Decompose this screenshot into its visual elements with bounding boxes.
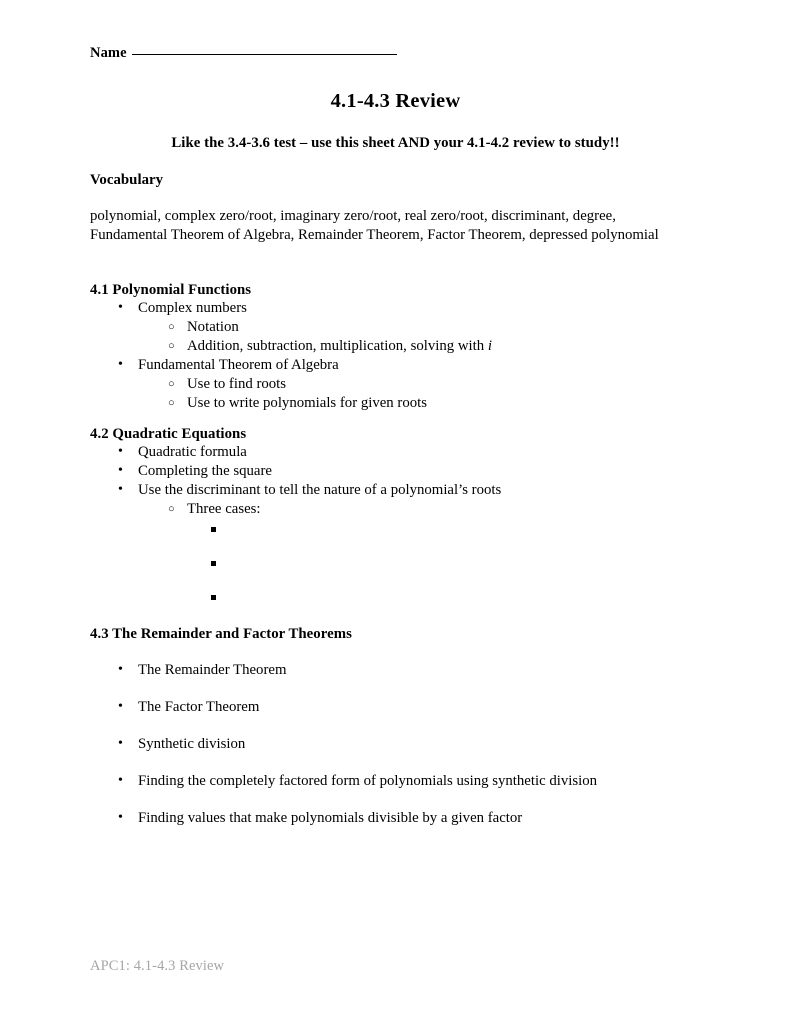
list-item [90, 337, 710, 356]
section-43-bullets [90, 661, 730, 828]
vocabulary-terms [90, 207, 715, 245]
list-item [90, 356, 710, 375]
list-item-label: Complex numbers [138, 300, 247, 316]
page-subtitle: Like the 3.4-3.6 test – use this sheet AND your 4.1-4.2 review to study!! [171, 135, 620, 151]
list-item [90, 318, 710, 337]
list-item [90, 299, 710, 318]
list-item-label: Use to write polynomials for given roots [187, 395, 428, 411]
list-item [90, 661, 730, 680]
list-item-label: Quadratic formula [138, 444, 247, 460]
imaginary-unit-symbol: i [487, 338, 492, 354]
list-item [90, 375, 710, 394]
name-blank-rule [132, 54, 397, 55]
section-43-heading: 4.3 The Remainder and Factor Theorems [90, 626, 352, 642]
vocabulary-heading: Vocabulary [90, 172, 164, 188]
section-42-heading: 4.2 Quadratic Equations [90, 426, 247, 442]
section-43-list [90, 661, 730, 846]
list-item [90, 735, 730, 754]
list-item [90, 443, 710, 462]
list-item-label: Finding values that make polynomials divisible by a given factor [138, 810, 523, 826]
list-item-label: Use to find roots [187, 376, 287, 392]
name-label: Name [90, 45, 127, 61]
list-item-label: Fundamental Theorem of Algebra [138, 357, 339, 373]
list-item [90, 481, 710, 500]
blank-case-item [90, 587, 710, 621]
section-42-bullets [90, 443, 710, 621]
blank-case-item [90, 519, 710, 553]
section-41-bullets [90, 299, 710, 413]
list-item-label: Finding the completely factored form of polynomials using synthetic division [138, 773, 598, 789]
list-item [90, 500, 710, 519]
list-item [90, 394, 710, 413]
section-41-list [90, 299, 710, 413]
list-item-label: Three cases: [187, 501, 261, 517]
list-item-label: Use the discriminant to tell the nature of a polynomial’s roots [138, 482, 502, 498]
section-41-heading: 4.1 Polynomial Functions [90, 282, 252, 298]
list-item [90, 462, 710, 481]
list-item-label: Synthetic division [138, 736, 246, 752]
vocabulary-line-1: polynomial, complex zero/root, imaginary zero/root, real zero/root, discriminant, degree, [90, 208, 616, 224]
list-item [90, 809, 730, 828]
list-item-label: The Factor Theorem [138, 699, 260, 715]
list-item-label: Notation [187, 319, 239, 335]
list-item-label: The Remainder Theorem [138, 662, 287, 678]
page-title: 4.1-4.3 Review [330, 90, 461, 112]
section-42-list [90, 443, 710, 621]
list-item-label: Completing the square [138, 463, 272, 479]
blank-case-item [90, 553, 710, 587]
list-item [90, 772, 730, 791]
page-footer: APC1: 4.1-4.3 Review [90, 958, 225, 974]
name-field-line [90, 45, 397, 62]
vocabulary-line-2: Fundamental Theorem of Algebra, Remainder Theorem, Factor Theorem, depressed polynomial [90, 227, 659, 243]
list-item-label: Addition, subtraction, multiplication, solving with [187, 338, 488, 354]
list-item [90, 698, 730, 717]
